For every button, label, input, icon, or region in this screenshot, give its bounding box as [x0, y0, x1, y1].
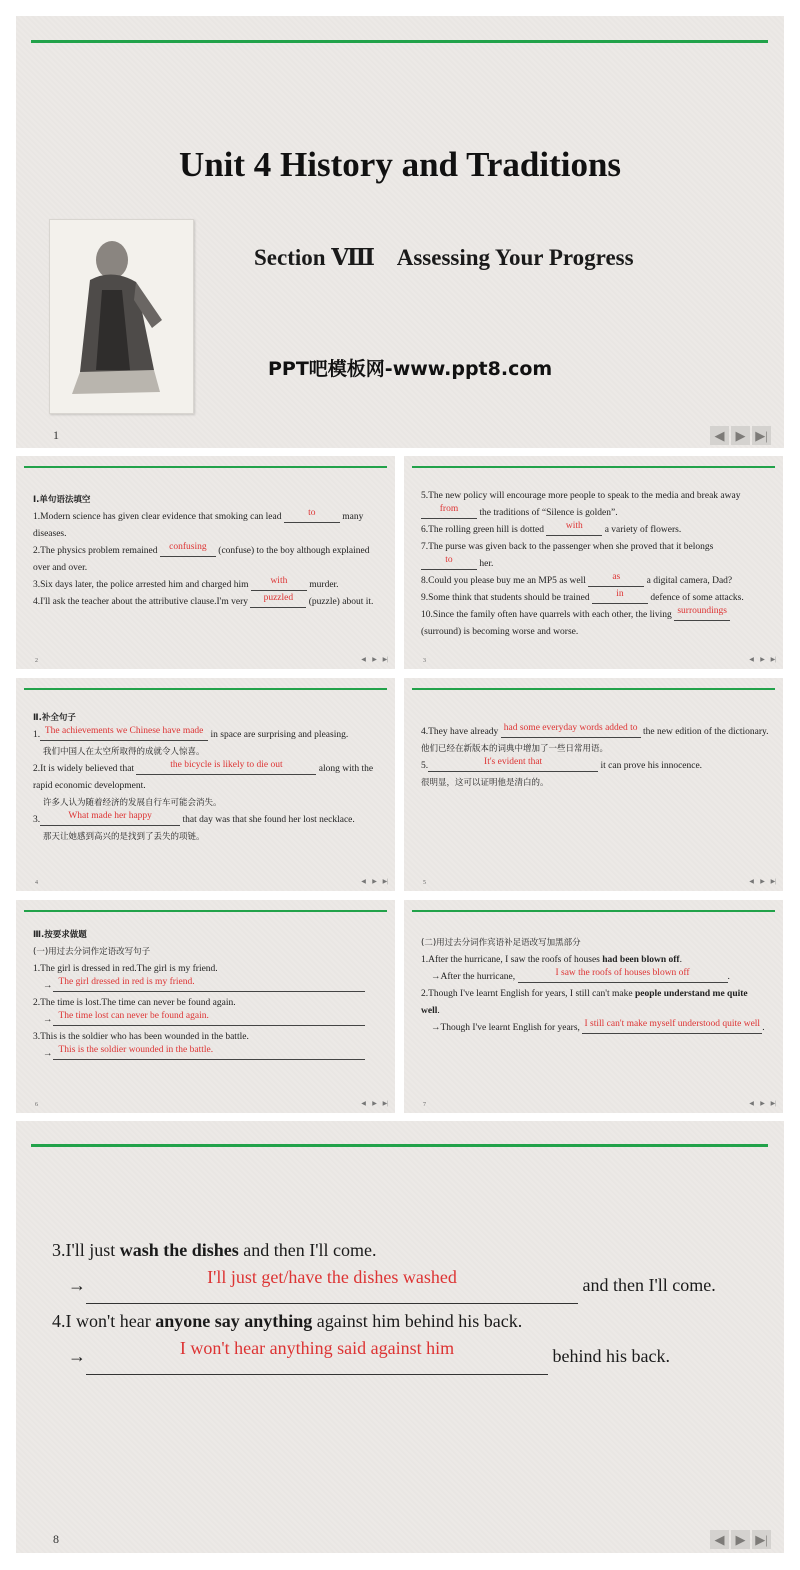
slide-8	[16, 1121, 784, 1553]
slide-7	[404, 900, 783, 1113]
exercise-item: 4.They have already had some everyday words added to the new edition of the dictionary.	[421, 723, 769, 737]
green-divider	[31, 1144, 768, 1147]
answer-text: I'll just get/have the dishes washed	[207, 1267, 457, 1287]
green-divider	[24, 910, 387, 912]
answer-text: in	[616, 589, 624, 599]
prev-icon[interactable]: ◀	[710, 1530, 729, 1549]
page-number: 8	[53, 1532, 59, 1546]
arrow-icon: →	[43, 981, 53, 991]
slide-nav	[747, 1100, 778, 1109]
answer-text: surroundings	[677, 606, 727, 616]
page-number: 5	[423, 880, 426, 886]
next-icon[interactable]: ▶	[731, 1530, 750, 1549]
slide-5	[404, 678, 783, 891]
slide-nav	[359, 1100, 390, 1109]
slide-nav	[710, 1530, 771, 1549]
exercise-item: 8.Could you please buy me an MP5 as well as a digital camera, Dad?	[421, 572, 733, 586]
slide-body	[33, 492, 376, 611]
section-subtitle: Section Ⅷ Assessing Your Progress	[254, 245, 634, 270]
page-number: 7	[423, 1102, 426, 1108]
green-divider	[31, 40, 768, 43]
question-text: 4.I won't hear anyone say anything against him behind his back.	[52, 1311, 523, 1331]
section-heading: Ⅲ.按要求做题	[33, 930, 87, 940]
exercise-item: 2.It is widely believed that the bicycle is likely to die out along with the rapid economic development.	[33, 760, 374, 791]
answer-text: to	[445, 555, 453, 565]
slide-6	[16, 900, 395, 1113]
page-number: 3	[423, 658, 426, 664]
subheading: (二)用过去分词作宾语补足语改写加黑部分	[421, 938, 581, 948]
next-icon[interactable]: ▶	[760, 657, 765, 663]
next-icon[interactable]: ▶	[372, 879, 377, 885]
prev-icon[interactable]: ◀	[749, 1101, 754, 1107]
slide-nav	[747, 878, 778, 887]
answer-line: → I won't hear anything said against him behind his back.	[52, 1339, 772, 1375]
question-text: 3.This is the soldier who has been wounded in the battle.	[33, 1032, 249, 1042]
slide-nav	[359, 878, 390, 887]
answer-text: It's evident that	[484, 757, 543, 767]
exercise-item: 3. What made her happy that day was that she found her lost necklace.	[33, 811, 355, 825]
prev-icon[interactable]: ◀	[710, 426, 729, 445]
translation-text: 很明显，这可以证明他是清白的。	[421, 778, 549, 788]
arrow-icon: →	[431, 1023, 441, 1033]
page-number: 6	[35, 1102, 38, 1108]
answer-text: The achievements we Chinese have made	[44, 726, 204, 736]
exercise-item: 1. The achievements we Chinese have made in space are surprising and pleasing.	[33, 726, 349, 740]
answer-text: as	[612, 572, 621, 582]
answer-text: puzzled	[263, 593, 294, 603]
exercise-item: 5.The new policy will encourage more people to speak to the media and break away from the traditions of “Silence is golden”.	[421, 491, 741, 518]
answer-text: the bicycle is likely to die out	[170, 760, 283, 770]
slide-body	[33, 927, 378, 1063]
exercise-item: 1.Modern science has given clear evidence that smoking can lead to many diseases.	[33, 508, 364, 539]
answer-text: This is the soldier wounded in the battle.	[58, 1045, 214, 1055]
answer-text: with	[565, 521, 583, 531]
end-icon[interactable]: ▶|	[382, 879, 389, 885]
translation-text: 许多人认为随着经济的发展自行车可能会消失。	[43, 798, 222, 808]
exercise-item: 4.I'll ask the teacher about the attributive clause.I'm very puzzled (puzzle) about it.	[33, 593, 374, 607]
exercise-item: 3.Six days later, the police arrested him and charged him with murder.	[33, 576, 339, 590]
answer-text: from	[439, 504, 459, 514]
end-icon[interactable]: ▶|	[770, 657, 777, 663]
exercise-item: 5. It's evident that it can prove his innocence.	[421, 757, 703, 771]
answer-text: with	[270, 576, 288, 586]
answer-text: The girl dressed in red is my friend.	[58, 977, 195, 987]
question-text: 3.I'll just wash the dishes and then I'll come.	[52, 1240, 377, 1260]
green-divider	[24, 466, 387, 468]
slide-nav	[747, 656, 778, 665]
confucius-portrait-icon	[50, 220, 193, 413]
translation-text: 我们中国人在太空所取得的成就令人惊喜。	[43, 747, 205, 757]
answer-text: I won't hear anything said against him	[179, 1338, 455, 1358]
slide-1	[16, 16, 784, 448]
end-icon[interactable]: ▶|	[382, 1101, 389, 1107]
slide-body	[33, 710, 378, 846]
end-icon[interactable]: ▶|	[382, 657, 389, 663]
exercise-item: 10.Since the family often have quarrels with each other, the living surroundings (surround) is becoming worse and worse.	[421, 607, 766, 641]
green-divider	[412, 910, 775, 912]
arrow-icon: →	[43, 1049, 53, 1059]
arrow-icon: →	[68, 1346, 86, 1366]
page-title: Unit 4 History and Traditions	[178, 145, 622, 184]
next-icon[interactable]: ▶	[760, 1101, 765, 1107]
brand-text: PPT吧模板网-www.ppt8.com	[268, 358, 553, 380]
answer-line	[33, 1046, 378, 1063]
prev-icon[interactable]: ◀	[749, 879, 754, 885]
next-icon[interactable]: ▶	[760, 879, 765, 885]
exercise-item: 2.The physics problem remained confusing (confuse) to the boy although explained over and over.	[33, 542, 370, 573]
slide-body	[421, 488, 766, 641]
section-heading: Ⅱ.补全句子	[33, 713, 76, 723]
answer-text: I still can't make myself understood quite well	[584, 1019, 761, 1029]
page-number: 1	[53, 428, 59, 442]
section-heading: Ⅰ.单句语法填空	[33, 495, 91, 505]
slide-body	[52, 1233, 772, 1375]
next-icon[interactable]: ▶	[372, 1101, 377, 1107]
subheading: (一)用过去分词作定语改写句子	[33, 947, 151, 957]
page-number: 2	[35, 658, 38, 664]
question-text: 1.After the hurricane, I saw the roofs of houses had been blown off.	[421, 955, 682, 965]
next-icon[interactable]: ▶	[731, 426, 750, 445]
next-icon[interactable]: ▶	[372, 657, 377, 663]
answer-text: to	[308, 508, 316, 518]
slide-nav	[710, 426, 771, 445]
translation-text: 那天让她感到高兴的是找到了丢失的项链。	[43, 832, 205, 842]
answer-line	[33, 1012, 378, 1029]
prev-icon[interactable]: ◀	[361, 1101, 366, 1107]
page-number: 4	[35, 880, 38, 886]
end-icon[interactable]: ▶|	[770, 879, 777, 885]
answer-line: →Though I've learnt English for years, I still can't make myself understood quite well .	[431, 1019, 765, 1033]
slide-4	[16, 678, 395, 891]
answer-text: I saw the roofs of houses blown off	[555, 968, 690, 978]
end-icon[interactable]: ▶|	[770, 1101, 777, 1107]
answer-text: The time lost can never be found again.	[58, 1011, 209, 1021]
exercise-item: 7.The purse was given back to the passenger when she proved that it belongs to her.	[421, 542, 714, 569]
arrow-icon: →	[43, 1015, 53, 1025]
answer-text: had some everyday words added to	[503, 723, 638, 733]
end-icon[interactable]: ▶|	[752, 1530, 771, 1549]
translation-text: 他们已经在新版本的词典中增加了一些日常用语。	[421, 744, 609, 754]
green-divider	[24, 688, 387, 690]
answer-text: confusing	[169, 542, 207, 552]
question-text: 1.The girl is dressed in red.The girl is my friend.	[33, 964, 218, 974]
answer-line: →After the hurricane, I saw the roofs of houses blown off .	[431, 968, 730, 982]
slide-2	[16, 456, 395, 669]
arrow-icon: →	[68, 1275, 86, 1295]
slide-body	[421, 935, 766, 1037]
answer-line	[33, 978, 378, 995]
green-divider	[412, 688, 775, 690]
answer-text: What made her happy	[68, 811, 152, 821]
portrait-image	[49, 219, 194, 414]
question-text: 2.The time is lost.The time can never be found again.	[33, 998, 236, 1008]
exercise-item: 6.The rolling green hill is dotted with a variety of flowers.	[421, 521, 682, 535]
answer-line: → I'll just get/have the dishes washed and then I'll come.	[52, 1268, 772, 1304]
end-icon[interactable]: ▶|	[752, 426, 771, 445]
green-divider	[412, 466, 775, 468]
exercise-item: 9.Some think that students should be trained in defence of some attacks.	[421, 589, 744, 603]
slide-3	[404, 456, 783, 669]
prev-icon[interactable]: ◀	[361, 657, 366, 663]
arrow-icon: →	[431, 972, 441, 982]
question-text: 2.Though I've learnt English for years, I still can't make people understand me quite well.	[421, 989, 748, 1016]
prev-icon[interactable]: ◀	[749, 657, 754, 663]
slide-body	[421, 724, 771, 792]
prev-icon[interactable]: ◀	[361, 879, 366, 885]
slide-nav	[359, 656, 390, 665]
